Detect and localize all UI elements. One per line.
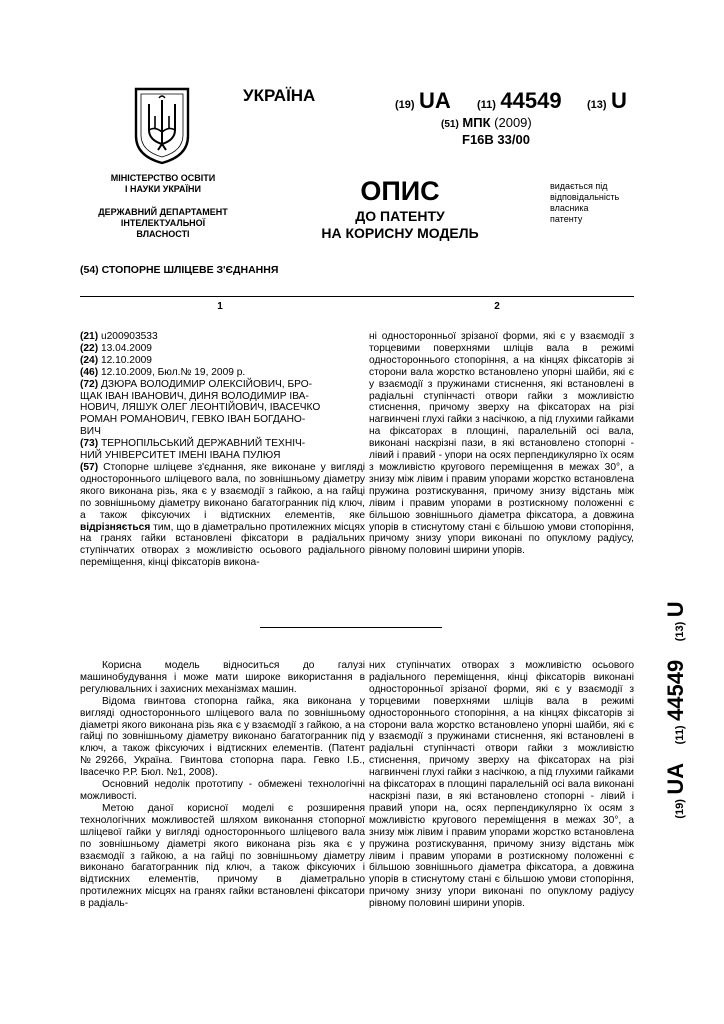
side-code-19-prefix: (19) [674,799,686,819]
name-prefix: (54) [80,264,99,276]
inventors-line-3: НОВИЧ, ЛЯШУК ОЛЕГ ЛЕОНТІЙОВИЧ, ІВАСЕЧКО [80,402,321,414]
issued-line-1: видається під [550,181,608,191]
document-kind: U [611,88,627,113]
publication-info: 12.10.2009, Бюл.№ 19, 2009 р. [100,366,246,378]
ministry-line-2: І НАУКИ УКРАЇНИ [125,184,201,194]
bibliographic-column [80,331,365,569]
owner-line-2: НИЙ УНІВЕРСИТЕТ ІМЕНІ ІВАНА ПУЛЮЯ [80,450,281,462]
ministry-line-1: МІНІСТЕРСТВО ОСВІТИ [110,173,216,183]
field-24-code: (24) [80,354,99,366]
code-11-prefix: (11) [477,99,496,111]
issued-line-2: відповідальність [550,192,620,202]
field-46-code: (46) [80,366,99,378]
inventors-line-5: ВИЧ [80,426,101,438]
patent-number: 44549 [500,88,562,113]
side-country-code: UA [663,762,688,795]
side-code-11-prefix: (11) [674,725,686,745]
field-21-code: (21) [80,331,99,342]
mpk-label: МПК [462,115,491,130]
department-line-3: ВЛАСНОСТІ [136,229,190,239]
inventors-line-1: ДЗЮРА ВОЛОДИМИР ОЛЕКСІЙОВИЧ, БРО- [100,378,313,390]
inventors-line-2: ЩАК ІВАН ІВАНОВИЧ, ДИНЯ ВОЛОДИМИР ІВА- [80,390,309,402]
side-code-13-prefix: (13) [674,621,686,642]
claim-text-start: Стопорне шліцеве з'єднання, яке виконане у вигляді одностороннього шліцевого вала, по зовнішньому діаметру якого виконана різь, яка є у взаємодії з гайкою, а на гайці по зовнішньому діаметру виконано багатогранник під ключ, а також фіксуючих і відтискних елементів, яке [80,461,365,521]
code-19-prefix: (19) [395,99,415,111]
description-paragraph-3: Основний недолік прототипу - обмежені технологічні можливості. [80,779,365,802]
field-72-code: (72) [80,378,99,390]
mpk-year: (2009) [494,115,532,130]
column-number-left: 1 [217,301,223,312]
utility-model-name: СТОПОРНЕ ШЛІЦЕВЕ З'ЄДНАННЯ [101,264,279,276]
claim-distinguishing-word: відрізняється [80,521,151,533]
department-line-2: ІНТЕЛЕКТУАЛЬНОЇ [120,218,206,228]
issued-line-4: патенту [550,214,583,224]
mpk-prefix: (51) [441,119,459,130]
column-number-right: 2 [494,301,500,312]
document-subtitle-2: НА КОРИСНУ МОДЕЛЬ [321,225,479,241]
ipc-class: F16B 33/00 [462,132,530,147]
inventors-line-4: РОМАН РОМАНОВИЧ, ГЕВКО ІВАН БОГДАНО- [80,414,306,426]
description-right-column: них ступінчатих отворах з можливістю осьового радіального переміщення, кінці фіксаторів виконані односторонньої зрізаної форми, які є у взаємодії з торцевими поверхнями шліців вала в режимі одностороннього стопоріння, а на кінцях фіксаторів зі сторони вала жорстко встановлено упорні шайби, які є у взаємодії з пружинами стиснення, які встановлені в радіальні ступінчасті отвори гайки з можливістю стиснення, причому зверху на фіксаторах на різі нагвинчені глухі гайки з насічкою, а під глухими гайками на фіксаторах в площині паралельній осі вала виконані наскрізні пази, в які встановлено стопорні - лівий і правий упори на, осях перпендикулярно їх осям з можливістю кругового переміщення в межах 30°, а знизу між лівим і правим упорами жорстко встановлена пружина розтискування, причому знизу відстань між лівим і правим упорами в розтискному положенні є більшою зовнішнього діаметра фіксатора, а довжина упорів в стиснутому стані є більшою умови стопоріння, причому знизу упори виконані по опуклому радіусу рівному половині ширини упорів. [369,660,634,910]
department-line-1: ДЕРЖАВНИЙ ДЕПАРТАМЕНТ [98,207,228,217]
description-paragraph-2: Відома гвинтова стопорна гайка, яка виконана у вигляді одностороннього шліцевого вала по зовнішньому діаметрі якого виконана різь яка є у взаємодії з гайкою, а на гайці по зовнішньому діаметру виконано багатогранник під ключ, а також фіксуючих і відтискних елементів. (Патент №29266, Україна. Гвинтова стопорна пара. Гевко І.Б., Івасечко Р.Р. Бюл. №1, 2008). [80,695,365,779]
side-stamp [656,580,696,840]
code-13-prefix: (13) [587,99,607,111]
side-patent-number: 44549 [663,659,688,721]
claim-text-continued: тим, що в діаметрально протилежних місцях на гранях гайки встановлені фіксатори в радіальних ступінчатих отворах з можливістю осьового радіального переміщення, кінці фіксаторів викона- [80,521,365,569]
section-divider [260,627,442,628]
document-title: ОПИС [360,176,440,206]
country-code: UA [419,88,451,113]
owner-line-1: ТЕРНОПІЛЬСЬКИЙ ДЕРЖАВНИЙ ТЕХНІЧ- [100,438,306,450]
field-57-code: (57) [80,461,99,473]
header-rule [80,296,634,297]
issued-line-3: власника [550,203,589,213]
field-22-code: (22) [80,342,99,354]
description-paragraph-1: Корисна модель відноситься до галузі машинобудування і може мати широке використання в регулювальних і захисних механізмах машин. [80,660,365,695]
country-name: УКРАЇНА [243,86,316,105]
claim-continuation: ні односторонньої зрізаної форми, які є у взаємодії з торцевими поверхнями шліців вала в режимі одностороннього стопоріння, а на кінцях фіксаторів зі сторони вала жорстко встановлено упорні шайби, які є у взаємодії з пружинами стиснення, які встановлені в радіальні ступінчасті отвори гайки з можливістю стиснення, причому зверху на фіксаторах на різі нагвинчені глухі гайки з насічкою, а під глухими гайками на фіксаторах в площині, паралельній осі вала, виконані наскрізні пази, в які встановлено стопорні - лівий і правий - упори на осях перпендикулярно їх осям з можливістю кругового переміщення в межах 30°, а знизу між лівим і правим упорами жорстко встановлена пружина розтискування, причому знизу відстань між лівим і правим упорами в розтискному положенні є більшою зовнішнього діаметра фіксатора, а довжина упорів в стиснутому стані є більшою умови стопоріння, причому знизу упори виконані по опуклому радіусу, рівному половині ширини упорів. [369,331,634,557]
side-document-kind: U [663,601,688,618]
application-number: u200903533 [100,331,158,342]
effective-date: 12.10.2009 [100,354,152,366]
description-paragraph-4: Метою даної корисної моделі є розширення технологічних можливостей шляхом виконання стопорної шліцевої гайки у вигляді одностороннього шліцевого вала по зовнішньому діаметрі якого виконана різь яка є у взаємодії з гайкою, а на гайці по зовнішньому діаметру виконано багатогранник під ключ, а також фіксуючих і відтискних елементів, причому в діаметрально протилежних місцях на гранях гайки встановлені фіксатори в радіаль- [80,802,365,910]
document-subtitle-1: ДО ПАТЕНТУ [355,208,445,224]
description-left-column [80,660,365,910]
field-73-code: (73) [80,438,99,450]
coat-of-arms-emblem [133,86,191,166]
filing-date: 13.04.2009 [100,342,152,354]
